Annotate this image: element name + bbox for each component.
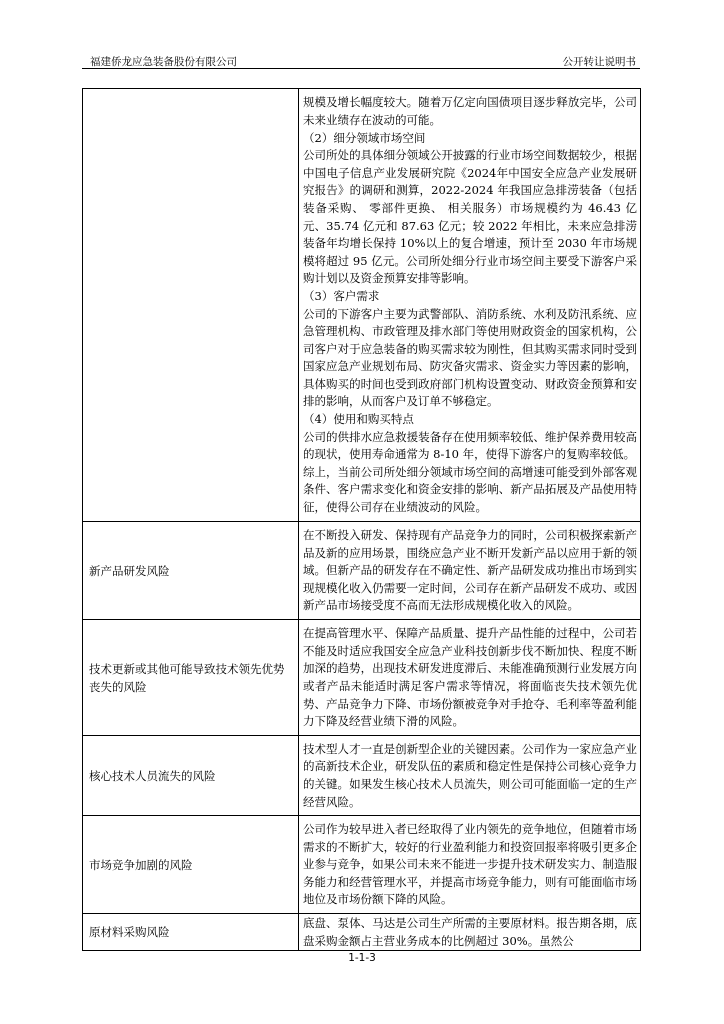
description-paragraph: 规模及增长幅度较大。随着万亿定向国债项目逐步释放完毕，公司未来业绩存在波动的可能。 bbox=[303, 95, 637, 127]
risk-description-cell bbox=[299, 522, 641, 620]
description-paragraph: 公司的下游客户主要为武警部队、消防系统、水利及防汛系统、应急管理机构、市政管理及排水部门等使用财政资金的国家机构，公司客户对于应急装备的购买需求较为刚性，但其购买需求同时受到国家应急产业规划布局、防灾备灾需求、资金实力等因素的影响，具体购买的时间也受到政府部门机构设置变动、财政资金预算和安排的影响，从而客户及订单不够稳定。 bbox=[303, 306, 637, 409]
table-row bbox=[83, 736, 641, 816]
company-name: 福建侨龙应急装备股份有限公司 bbox=[90, 56, 237, 68]
table-row bbox=[83, 522, 641, 620]
description-paragraph: 技术型人才一直是创新型企业的关键因素。公司作为一家应急产业的高新技术企业，研发队伍的素质和稳定性是保持公司核心竞争力的关键。如果发生核心技术人员流失，则公司可能面临一定的生产经营风险。 bbox=[303, 741, 637, 809]
risk-description-cell bbox=[299, 89, 641, 522]
description-paragraph: 综上，当前公司所处细分领域市场空间的高增速可能受到外部客观条件、客户需求变化和资金安排的影响、新产品拓展及产品使用特征，使得公司存在业绩波动的风险。 bbox=[303, 464, 637, 515]
description-paragraph: 在不断投入研发、保持现有产品竞争力的同时，公司积极探索新产品及新的应用场景，围绕应急产业不断开发新产品以应用于新的领域。但新产品的研发存在不确定性、新产品研发成功推出市场到实现规模化收入仍需要一定时间，公司存在新产品研发不成功、或因新产品市场接受度不高而无法形成规模化收入的风险。 bbox=[303, 528, 637, 613]
description-paragraph: 底盘、泵体、马达是公司生产所需的主要原材料。报告期各期，底盘采购金额占主营业务成本的比例超过 30%。虽然公 bbox=[303, 916, 637, 948]
risk-description-cell bbox=[299, 620, 641, 736]
table-row bbox=[83, 89, 641, 522]
page-number: 1-1-3 bbox=[348, 952, 376, 964]
risk-name-cell bbox=[83, 89, 299, 522]
table-row bbox=[83, 914, 641, 951]
description-paragraph: （2）细分领域市场空间 bbox=[303, 130, 426, 145]
risk-name-cell: 技术更新或其他可能导致技术领先优势丧失的风险 bbox=[83, 620, 299, 736]
table-row bbox=[83, 816, 641, 914]
description-paragraph: 公司作为较早进入者已经取得了业内领先的竞争地位，但随着市场需求的不断扩大，较好的行业盈利能力和投资回报率将吸引更多企业参与竞争，如果公司未来不能进一步提升技术研发实力、制造服务能力和经营管理水平，并提高市场竞争能力，则有可能面临市场地位及市场份额下降的风险。 bbox=[303, 822, 637, 907]
risk-name-cell: 新产品研发风险 bbox=[83, 522, 299, 620]
description-paragraph: 在提高管理水平、保障产品质量、提升产品性能的过程中，公司若不能及时适应我国安全应急产业科技创新步伐不断加快、程度不断加深的趋势，出现技术研发进度滞后、未能准确预测行业发展方向或者产品未能适时满足客户需求等情况，将面临丧失技术领先优势、产品竞争力下降、市场份额被竞争对手抢夺、毛利率等盈利能力下降及经营业绩下滑的风险。 bbox=[303, 626, 637, 729]
description-paragraph: 公司的供排水应急救援装备存在使用频率较低、维护保养费用较高的现状，使用寿命通常为 8-10 年，使得下游客户的复购率较低。 bbox=[303, 429, 637, 462]
table-row bbox=[83, 620, 641, 736]
risk-description-cell bbox=[299, 914, 641, 951]
risk-description-cell bbox=[299, 816, 641, 914]
risk-table bbox=[82, 88, 641, 951]
description-paragraph: 公司所处的具体细分领域公开披露的行业市场空间数据较少，根据中国电子信息产业发展研究院《2024年中国安全应急产业发展研究报告》的调研和测算，2022-2024 年我国应急排涝装备（包括装备采购、 零部件更换、 相关服务）市场规模约为 46.43 亿元、35.74 亿元和 87.63 亿元；较 2022 年相比，未来应急排涝装备年均增长保持 10%以上的复合增速，预计至 2030 年市场规模将超过 95 亿元。公司所处细分行业市场空间主要受下游客户采购计划以及资金预算安排等影响。 bbox=[303, 148, 637, 286]
risk-name-cell: 原材料采购风险 bbox=[83, 914, 299, 951]
risk-name-cell: 市场竞争加剧的风险 bbox=[83, 816, 299, 914]
document-type: 公开转让说明书 bbox=[562, 56, 636, 68]
header-divider bbox=[82, 68, 640, 69]
risk-description-cell bbox=[299, 736, 641, 816]
risk-name-cell: 核心技术人员流失的风险 bbox=[83, 736, 299, 816]
description-paragraph: （3）客户需求 bbox=[303, 288, 380, 303]
description-paragraph: （4）使用和购买特点 bbox=[303, 412, 414, 427]
